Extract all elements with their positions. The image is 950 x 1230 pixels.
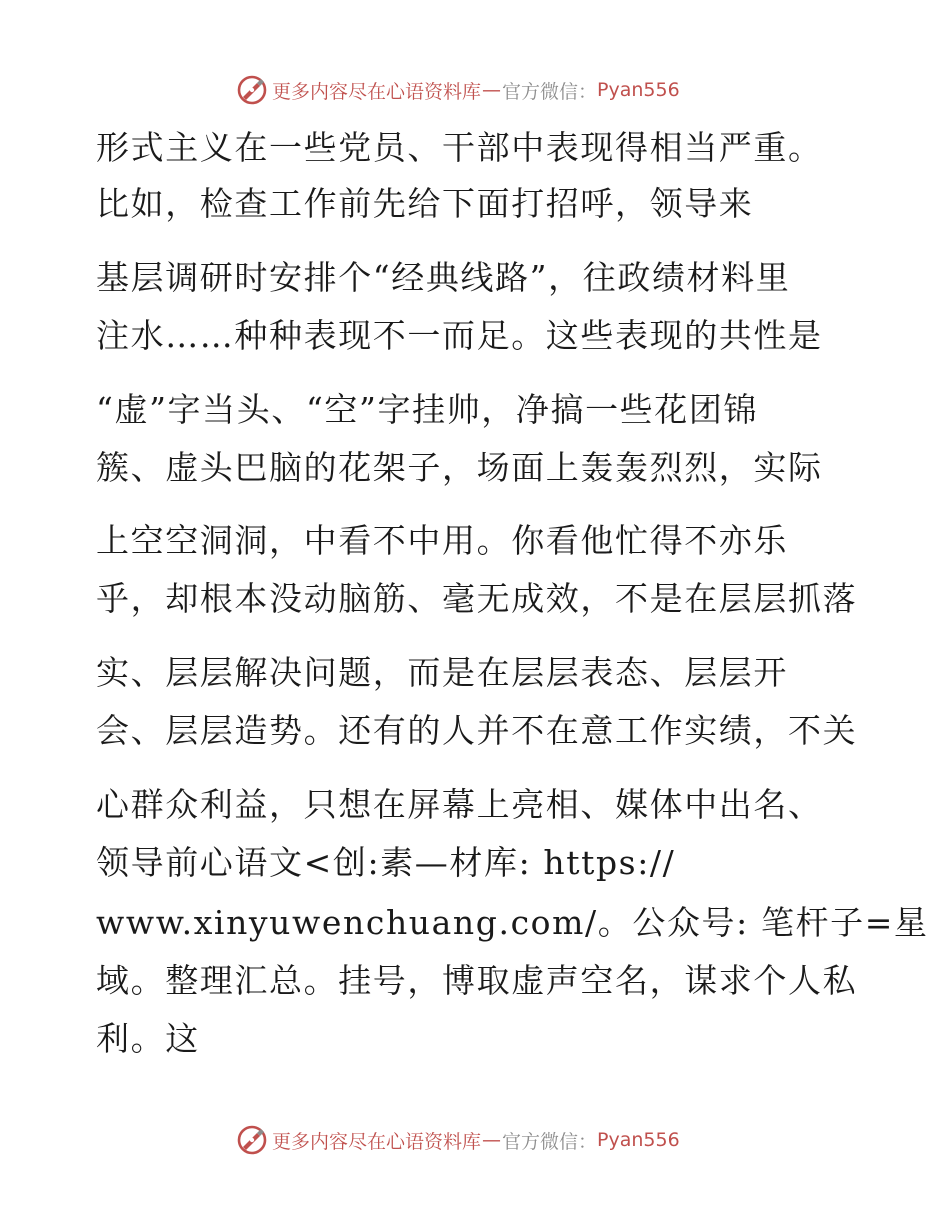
footer-dash: — [482,1129,502,1151]
text-line: 基层调研时安排个“经典线路”，往政绩材料里 [96,258,791,297]
pen-logo-icon [236,1124,268,1156]
header-slogan: 更多内容尽在心语资料库 [272,80,482,103]
footer-banner [236,1122,756,1158]
text-line: 乎，却根本没动脑筋、毫无成效，不是在层层抓落 [96,579,858,618]
header-banner [236,72,756,108]
text-line: 比如，检查工作前先给下面打招呼，领导来 [96,184,754,223]
text-line: 实、层层解决问题，而是在层层表态、层层开 [96,653,788,692]
text-line: www.xinyuwenchuang.com/。公众号: 笔杆子=星 [96,903,929,942]
text-line: 上空空洞洞，中看不中用。你看他忙得不亦乐 [96,521,788,560]
text-line: 簇、虚头巴脑的花架子，场面上轰轰烈烈，实际 [96,448,823,487]
text-line: 领导前心语文<创:素—材库: https:// [96,843,676,882]
text-line: 心群众利益，只想在屏幕上亮相、媒体中出名、 [96,785,823,824]
text-line: “虚”字当头、“空”字挂帅，净搞一些花团锦 [96,390,759,429]
header-dash: — [482,79,502,101]
footer-slogan: 更多内容尽在心语资料库 [272,1130,482,1153]
header-label: 官方微信： [502,80,598,103]
text-line: 利。这 [96,1019,200,1058]
header-account: Pyan556 [597,79,680,101]
text-line: 形式主义在一些党员、干部中表现得相当严重。 [96,128,823,167]
footer-account: Pyan556 [597,1129,680,1151]
pen-logo-icon [236,74,268,106]
footer-label: 官方微信： [502,1130,598,1153]
text-line: 会、层层造势。还有的人并不在意工作实绩，不关 [96,711,858,750]
text-line: 注水……种种表现不一而足。这些表现的共性是 [96,316,823,355]
text-line: 域。整理汇总。挂号，博取虚声空名，谋求个人私 [96,961,858,1000]
